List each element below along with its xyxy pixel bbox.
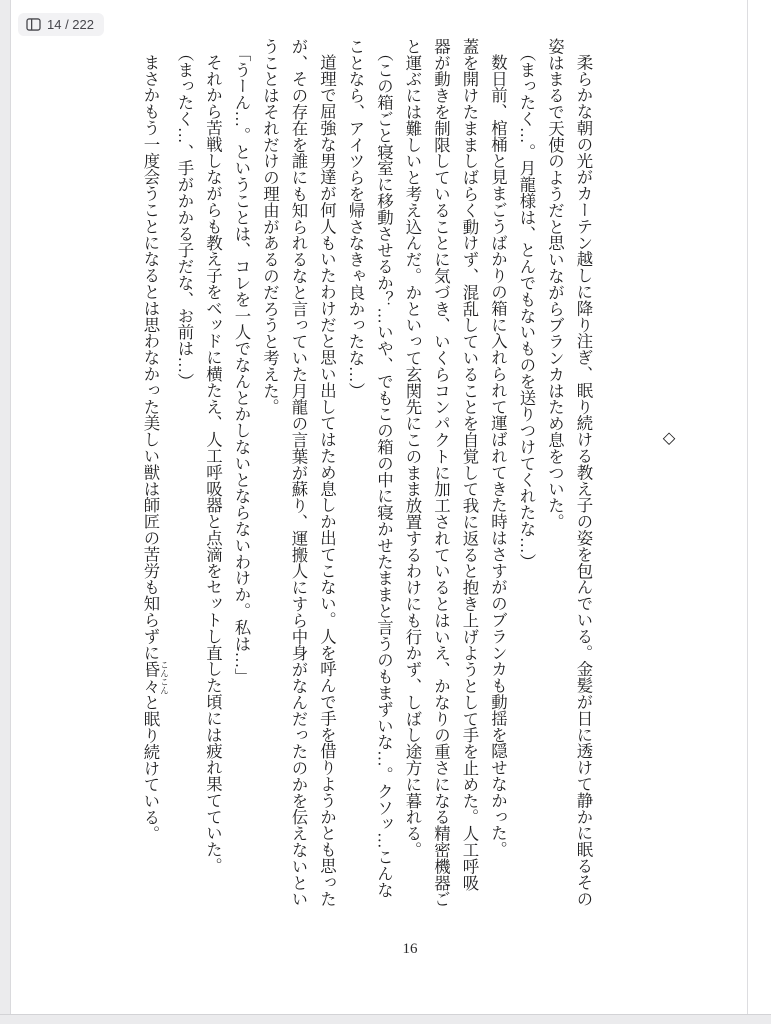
text-line: まさかもう一度会うことになるとは思わなかった美しい獣は師匠の苦労も知らずに昏々 こんこんと眠り続けている。 [141,54,170,843]
text-line: それから苦戦しながらも教え子をベッドに横たえ、人工呼吸器と点滴をセットし直した頃には疲れ果てていた。 [203,54,223,875]
book-text-area [141,38,711,960]
blank-line [626,38,655,960]
text-line: 姿はまるで天使のようだと思いながらブランカはため息をついた。 [545,38,565,530]
text-line: 柔らかな朝の光がカーテン越しに降り注ぎ、眠り続ける教え子の姿を包んでいる。金髪が日に透けて静かに眠るその [574,54,593,908]
text-line: うことはそれだけの理由があるのだろうと考えた。 [260,38,280,416]
text-line: が、その存在を誰にも知られるなと言っていた月龍の言葉が蘇り、運搬人にすら中身がなんだったのかを伝えないとい [289,38,308,908]
text-line: 道理で屈強な男達が何人もいたわけだと思い出してはため息しか出てこない。人を呼んで手を借りようかとも思った [317,54,337,908]
blank-line [597,38,626,960]
page-number: 16 [402,941,418,957]
text-line: 「うーん…。ということは、コレを一人でなんとかしないとならないわけか。私は…」 [232,45,251,685]
scene-break-mark: ◇ [659,428,679,447]
left-page-edge-strip [0,0,11,1024]
text-line: 蓋を開けたまましばらく動けず、混乱していることを自覚して我に返ると抱き上げようとして手を止めた。人工呼吸 [460,38,479,891]
text-line: （この箱ごと寝室に移動させるか？…いや、でもこの箱の中に寝かせたままと言うのもまずいな…。クソッ…こんな [374,45,394,899]
page-position-label: 14 / 222 [47,17,94,32]
text-line: 器が動きを制限していることに気づき、いくらコンパクトに加工されているとはいえ、かなりの重さになる精密機器ご [431,38,451,908]
text-line: と運ぶには難しいと考え込んだ。かといって玄関先にこのまま放置するわけにも行かず、しばし途方に暮れる。 [403,38,422,858]
blank-line [683,38,712,960]
text-line: （まったく…、手がかかる子だな、お前は…） [175,45,194,390]
text-line: ことなら、アイツらを帰さなきゃ良かったな…） [346,38,365,399]
text-line: 数日前、棺桶と見まごうばかりの箱に入れられて運ばれてきた時はさすがのブランカも動揺を隠せなかった。 [488,54,508,858]
right-page-edge-line [747,0,748,1014]
book-pages-icon [26,18,41,31]
bottom-page-edge-strip [0,1014,771,1024]
text-line: （まったく…。月龍様は、とんでもないものを送りつけてくれたな…） [517,45,536,571]
page-position-badge[interactable] [18,13,104,36]
